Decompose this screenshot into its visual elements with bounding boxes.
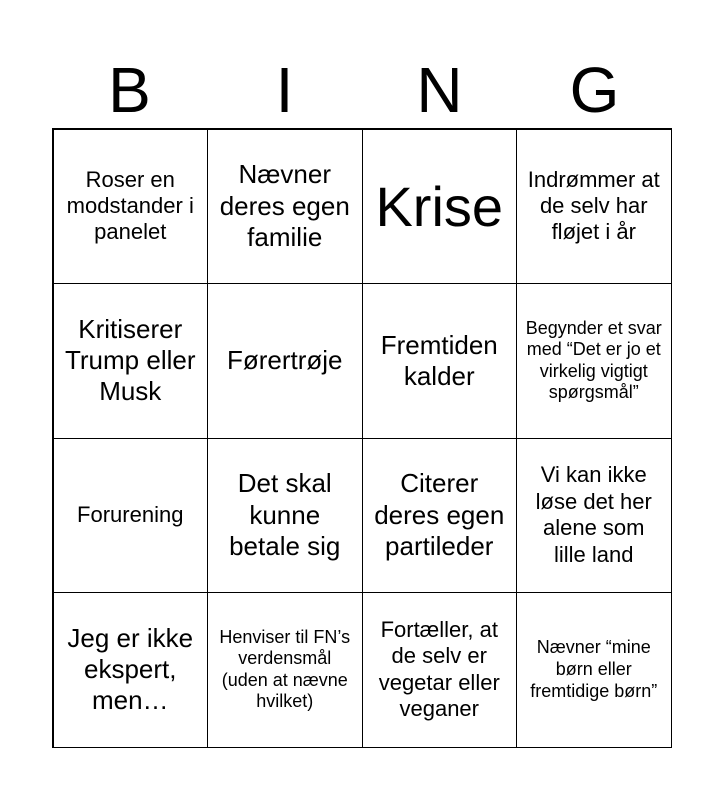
- bingo-cell[interactable]: Krise: [362, 129, 518, 285]
- bingo-cell[interactable]: Fortæller, at de selv er vegetar eller veganer: [362, 592, 518, 748]
- bingo-grid: [52, 128, 672, 748]
- header-letter-i: I: [275, 54, 294, 126]
- bingo-cell[interactable]: Fremtiden kalder: [362, 283, 518, 439]
- bingo-cell[interactable]: Jeg er ikke ekspert, men…: [53, 592, 209, 748]
- bingo-cell[interactable]: Henviser til FN’s verdensmål (uden at nævne hvilket): [207, 592, 363, 748]
- bingo-cell[interactable]: Begynder et svar med “Det er jo et virkelig vigtigt spørgsmål”: [516, 283, 672, 439]
- header-letter-g: G: [569, 54, 620, 126]
- bingo-cell[interactable]: Nævner “mine børn eller fremtidige børn”: [516, 592, 672, 748]
- bingo-cell[interactable]: Indrømmer at de selv har fløjet i år: [516, 129, 672, 285]
- bingo-cell[interactable]: Kritiserer Trump eller Musk: [53, 283, 209, 439]
- bingo-cell[interactable]: Forurening: [53, 438, 209, 594]
- header-letter-n: N: [416, 54, 463, 126]
- bingo-cell[interactable]: Roser en modstander i panelet: [53, 129, 209, 285]
- bingo-cell[interactable]: Vi kan ikke løse det her alene som lille land: [516, 438, 672, 594]
- bingo-cell[interactable]: Citerer deres egen partileder: [362, 438, 518, 594]
- bingo-header: [52, 52, 672, 128]
- header-letter-b: B: [108, 54, 151, 126]
- bingo-cell[interactable]: Førertrøje: [207, 283, 363, 439]
- bingo-cell[interactable]: Nævner deres egen familie: [207, 129, 363, 285]
- bingo-cell[interactable]: Det skal kunne betale sig: [207, 438, 363, 594]
